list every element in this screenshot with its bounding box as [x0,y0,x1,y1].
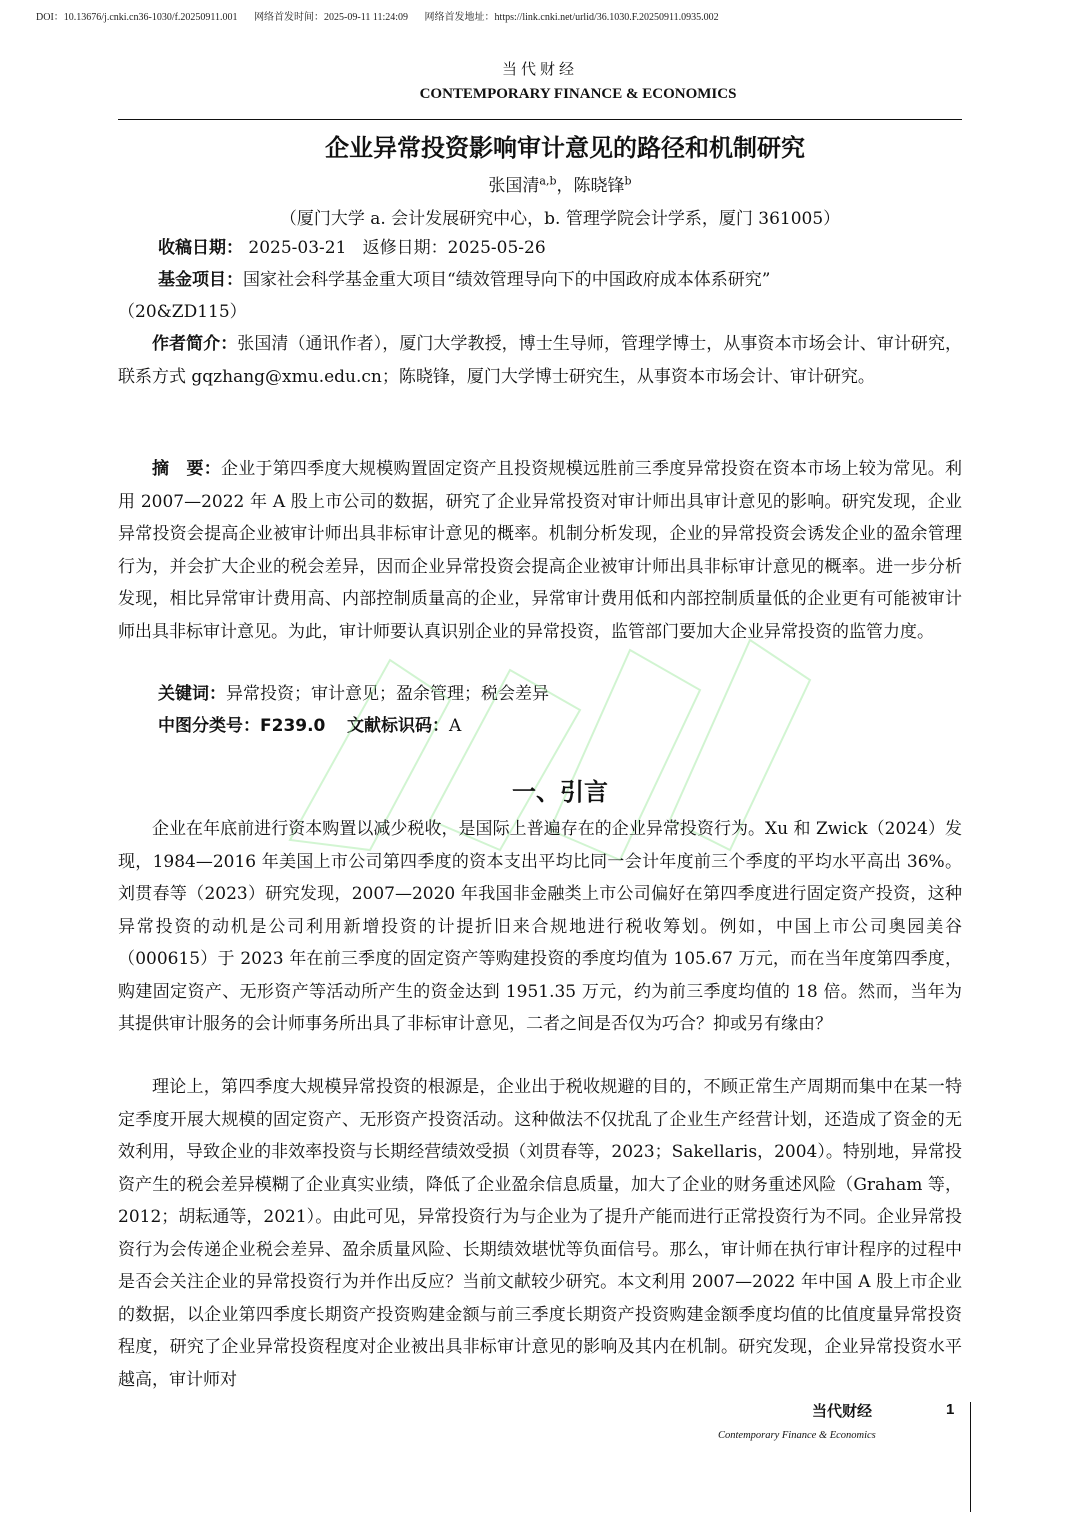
footer-rule [970,1402,971,1512]
author-2-affil-mark: b [624,174,632,188]
clc-value: F239.0 [260,716,326,736]
author-1: 张国清 [488,176,540,196]
author-separator: ， [556,176,574,196]
online-time-text: 网络首发时间：2025-09-11 11:24:09 [254,12,409,23]
revised-label: 返修日期： [362,238,448,258]
article-title: 企业异常投资影响审计意见的路径和机制研究 [325,134,805,162]
author-bio-label: 作者简介： [152,334,238,354]
abstract-text: 企业于第四季度大规模购置固定资产且投资规模远胜前三季度异常投资在资本市场上较为常见。利用 2007—2022 年 A 股上市公司的数据，研究了企业异常投资对审计师出具审计意见的影响。研究发现，企业异常投资会提高企业被审计师出具非标审计意见的概率。机制分析发现，企业的异常投资会诱发企业的盈余管理行为，并会扩大企业的税会差异，因而企业异常投资会提高企业被审计师出具非标审计意见的概率。进一步分析发现，相比异常审计费用高、内部控制质量高的企业，异常审计费用低和内部控制质量低的企业更有可能被审计师出具非标审计意见。为此，审计师要认真识别企业的异常投资，监管部门要加大企业异常投资的监管力度。 [118,459,963,642]
doc-code-label: 文献标识码： [347,716,450,736]
author-bio-text: 张国清（通讯作者），厦门大学教授，博士生导师，管理学博士，从事资本市场会计、审计研究，联系方式 gqzhang@xmu.edu.cn；陈晓锋，厦门大学博士研究生，从事资本市场会计、审计研究。 [118,334,963,387]
footer-journal-en: Contemporary Finance & Economics [718,1430,876,1441]
received-dates [158,232,546,264]
fund-line [158,264,770,296]
page-number: 1 [946,1401,955,1418]
author-1-affil-mark: a,b [539,174,557,188]
author-line [0,171,1080,196]
abstract [118,453,962,648]
doi-text: DOI：10.13676/j.cnki.cn36-1030/f.20250911.001 [36,12,238,23]
fund-value: 国家社会科学基金重大项目“绩效管理导向下的中国政府成本体系研究” [243,270,771,290]
journal-name-cn: 当代财经 [501,60,578,78]
fund-label: 基金项目： [158,270,243,290]
doc-code-value: A [449,716,462,736]
author-2: 陈晓锋 [573,176,625,196]
affiliation: （厦门大学 a. 会计发展研究中心，b. 管理学院会计学系，厦门 361005） [279,209,841,229]
classification-line [158,710,461,742]
body-paragraph-1: 企业在年底前进行资本购置以减少税收，是国际上普遍存在的企业异常投资行为。Xu 和 Zwick（2024）发现，1984—2016 年美国上市公司第四季度的资本支出平均比同一会计年度前三个季度的平均水平高出 36%。刘贯春等（2023）研究发现，2007—2020 年我国非金融类上市公司偏好在第四季度进行固定资产投资，这种异常投资的动机是公司利用新增投资的计提折旧来合规地进行税收筹划。例如，中国上市公司奥园美谷（000615）于 2023 年在前三季度的固定资产等购建投资的季度均值为 105.67 万元，而在当年度第四季度，购建固定资产、无形资产等活动所产生的资金达到 1951.35 万元，约为前三季度均值的 18 倍。然而，当年为其提供审计服务的会计师事务所出具了非标审计意见，二者之间是否仅为巧合？抑或另有缘由？ [118,819,962,1034]
body-paragraph-2: 理论上，第四季度大规模异常投资的根源是，企业出于税收规避的目的，不顾正常生产周期而集中在某一特定季度开展大规模的固定资产、无形资产投资活动。这种做法不仅扰乱了企业生产经营计划，还造成了资金的无效利用，导致企业的非效率投资与长期经营绩效受损（刘贯春等，2023；Sakellaris，2004）。特别地，异常投资产生的税会差异模糊了企业真实业绩，降低了企业盈余信息质量，加大了企业的财务重述风险（Graham 等，2012；胡耘通等，2021）。由此可见，异常投资行为与企业为了提升产能而进行正常投资行为不同。企业异常投资行为会传递企业税会差异、盈余质量风险、长期绩效堪忧等负面信号。那么，审计师在执行审计程序的过程中是否会关注企业的异常投资行为并作出反应？当前文献较少研究。本文利用 2007—2022 年中国 A 股上市企业的数据，以企业第四季度长期资产投资购建金额与前三季度长期资产投资购建金额季度均值的比值度量异常投资程度，研究了企业异常投资程度对企业被出具非标审计意见的影响及其内在机制。研究发现，企业异常投资水平越高，审计师对 [118,1077,962,1390]
author-bio [118,328,962,393]
journal-name-en: CONTEMPORARY FINANCE & ECONOMICS [419,86,737,102]
keywords-line [158,678,549,710]
header-meta [36,8,733,23]
received-label: 收稿日期： [158,238,243,258]
abstract-label: 摘 要： [152,459,221,479]
header-divider [118,119,962,120]
keywords-value: 异常投资；审计意见；盈余管理；税会差异 [226,684,549,704]
online-url-link[interactable]: 网络首发地址：https://link.cnki.net/urlid/36.1030.F.20250911.0935.002 [424,12,719,23]
received-value: 2025-03-21 [248,238,347,258]
section-heading: 一、引言 [512,778,608,806]
keywords-label: 关键词： [158,684,226,704]
fund-number: （20&ZD115） [118,302,247,322]
clc-label: 中图分类号： [158,716,260,736]
footer-journal-cn: 当代财经 [812,1402,873,1420]
revised-value: 2025-05-26 [447,238,546,258]
